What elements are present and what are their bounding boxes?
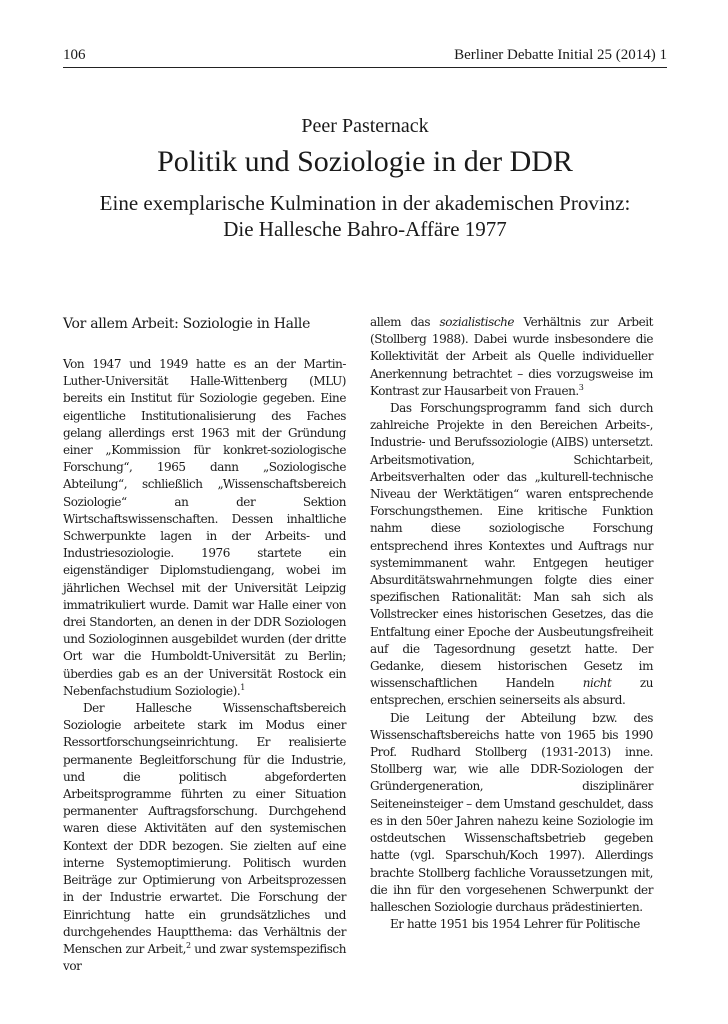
emphasis-text: nicht <box>582 676 612 691</box>
paragraph-text: und zwar systemspezifisch vor <box>63 941 346 974</box>
left-column <box>63 314 346 975</box>
article-subtitle <box>63 190 667 242</box>
paragraph-text: zu entsprechen, erschien seinerseits als absurd. <box>370 676 653 708</box>
article-title: Politik und Soziologie in der DDR <box>157 145 573 178</box>
footnote-marker: 2 <box>186 940 191 950</box>
right-column <box>370 314 653 933</box>
section-heading: Vor allem Arbeit: Soziologie in Halle <box>63 316 311 332</box>
footnote-marker: 3 <box>578 382 584 392</box>
subtitle-line-2: Die Hallesche Bahro-Affäre 1977 <box>223 217 507 241</box>
footnote-marker: 1 <box>240 682 245 692</box>
paragraph: Die Leitung der Abteilung bzw. des Wissenschaftsbereichs hatte von 1965 bis 1990 Prof. Rudhard Stollberg (1931-2013) inne. Stollberg war, wie alle DDR-Soziologen der Gründergeneration, disziplinärer Seiteneinsteiger – dem Umstand geschuldet, dass es in den 50er Jahren nahezu keine Soziologie im ostdeutschen Wissenschaftsbetrieb gegeben hatte (vgl. Sparschuh/Koch 1997). Allerdings brachte Stollberg fachliche Voraussetzungen mit, die ihn für den vorgesehenen Schwerpunkt der halleschen Soziologie durchaus prädestinierten. <box>370 710 653 914</box>
paragraph-text: Verhältnis zur Arbeit (Stollberg 1988). Dabei wurde insbesondere die Kollektivität der Arbeit als Quelle individueller Anerkennung betrachtet – dies vorzugsweise im Kontrast zur Hausarbeit von Frauen. <box>370 315 653 398</box>
author-name: Peer Pasternack <box>301 115 429 137</box>
paragraph-text: Der Hallesche Wissenschaftsbereich Soziologie arbeitete stark im Modus einer Ressortforschungseinrichtung. Er realisierte permanente Begleitforschung für die Industrie, und die politisch abgeforderten Arbeitsprogramme führten zu einer Situation permanenter Auftragsforschung. Durchgehend waren diese Aktivitäten auf den systemischen Kontext der DDR bezogen. Sie zielten auf eine interne Systemoptimierung. Politisch wurden Beiträge zur Optimierung von Arbeitsprozessen in der Industrie erwartet. Die Forschung der Einrichtung hatte ein grundsätzliches und durchgehendes Hauptthema: das Verhältnis der Menschen zur Arbeit, <box>63 701 346 956</box>
paragraph <box>63 356 346 700</box>
paragraph-text: allem das <box>370 315 440 329</box>
article-header <box>63 113 667 242</box>
paragraph-text: Von 1947 und 1949 hatte es an der Martin-Luther-Universität Halle-Wittenberg (MLU) bereits ein Institut für Soziologie gegeben. Eine eigentliche Institutionalisierung des Faches gelang allerdings erst 1963 mit der Gründung einer „Kommission für konkret-soziologische Forschung“, 1965 dann „Soziologische Abteilung“, schließlich „Wissenschaftsbereich Soziologie“ an der Sektion Wirtschaftswissenschaften. Dessen inhaltliche Schwerpunkte lagen in der Arbeits- und Industriesoziologie. 1976 startete ein eigenständiger Diplomstudiengang, wobei im jährlichen Wechsel mit der Universität Leipzig immatrikuliert wurde. Damit war Halle einer von drei Standorten, an denen in der DDR Soziologen und Soziologinnen ausgebildet wurden (der dritte Ort war die Humboldt-Universität zu Berlin; überdies gab es an der Universität Rostock ein Nebenfachstudium Soziologie). <box>63 357 346 698</box>
paragraph <box>370 400 653 710</box>
journal-citation: Berliner Debatte Initial 25 (2014) 1 <box>454 47 667 63</box>
page-number: 106 <box>63 47 86 63</box>
paragraph <box>370 314 653 400</box>
paragraph: Er hatte 1951 bis 1954 Lehrer für Politische <box>390 917 640 932</box>
paragraph <box>63 700 346 975</box>
paragraph-text: Das Forschungsprogramm fand sich durch zahlreiche Projekte in den Bereichen Arbeits-, Industrie- und Berufssoziologie (AIBS) untersetzt. Arbeitsmotivation, Schichtarbeit, Arbeitsverhalten oder das „kulturell-technische Niveau der Werktätigen“ waren entsprechende Forschungsthemen. Eine kritische Funktion nahm diese soziologische Forschung entsprechend ihres Kontextes und Auftrags nur systemimmanent wahr. Entgegen heutiger Absurditätswahrnehmungen folgte dies einer spezifischen Rationalität: Man sah sich als Vollstrecker eines historischen Gesetzes, das die Entfaltung einer Epoche der Ausbeutungsfreiheit auf die Tagesordnung gesetzt hatte. Der Gedanke, diesem historischen Gesetz im wissenschaftlichen Handeln <box>370 401 653 691</box>
running-header <box>63 45 667 68</box>
subtitle-line-1: Eine exemplarische Kulmination in der akademischen Provinz: <box>99 191 631 215</box>
emphasis-text: sozialistische <box>439 315 515 329</box>
